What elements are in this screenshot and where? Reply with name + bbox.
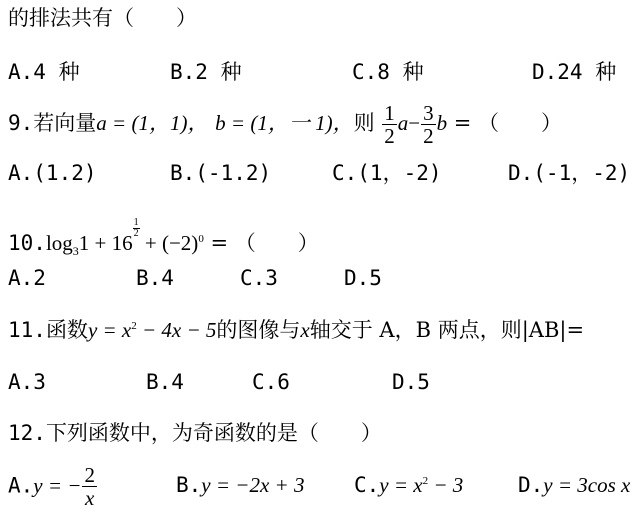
q12-option-c <box>354 475 463 496</box>
q8-stem-text: 的排法共有（ ） <box>8 6 197 30</box>
q8-stem-tail <box>8 8 197 29</box>
q9-a-var: a <box>397 111 409 136</box>
q12-option-c-label: C. <box>354 473 380 497</box>
q9-stem <box>8 102 562 147</box>
q12-number: 12. <box>8 421 46 445</box>
q8-option-c: C.8 种 <box>352 60 424 84</box>
q11-fn-rest: − 4x − 5 <box>136 318 217 342</box>
q10-zero-exponent: 0 <box>198 233 204 245</box>
q9-option-d: D.(-1，-2) <box>508 161 631 185</box>
q12-option-d-label: D. <box>518 473 544 497</box>
q10-number: 10. <box>8 231 46 255</box>
q11-fn-lhs: y = x <box>87 318 132 342</box>
q12-option-b <box>176 475 304 496</box>
q12-option-c-square: 2 <box>422 475 429 487</box>
q10-option-a: A.2 <box>8 266 46 290</box>
q9-option-c: C.(1，-2) <box>332 161 442 185</box>
q9-prefix: 若向量 <box>33 111 97 136</box>
q11-fn-square: 2 <box>131 320 137 332</box>
q11-option-c: C.6 <box>252 370 290 394</box>
q12-option-c-lhs: y = x <box>379 473 423 497</box>
q10-option-b: B.4 <box>136 266 174 290</box>
q8-option-b: B.2 种 <box>170 60 242 84</box>
q12-stem <box>8 423 382 444</box>
q8-option-a: A.4 种 <box>8 60 80 84</box>
q12-option-a-fraction: $\frac{2}{x}$ <box>84 463 95 511</box>
q10-log: log <box>45 231 73 255</box>
q12-text: 下列函数中，为奇函数的是（ ） <box>45 421 382 445</box>
q9-a-def: a = (1，1)， <box>96 111 209 136</box>
q11-mid-text: 的图像与 <box>216 318 301 342</box>
q10-option-c: C.3 <box>240 266 278 290</box>
q9-fraction-one-half: $\frac{1}{2}$ <box>384 101 395 149</box>
q9-number: 9. <box>8 111 34 136</box>
q9-option-b: B.(-1.2) <box>170 161 272 185</box>
q12-option-b-label: B. <box>176 473 202 497</box>
q10-stem <box>8 218 319 257</box>
q11-option-b: B.4 <box>146 370 184 394</box>
q10-log-arg: 1 + 16 <box>78 231 133 255</box>
q12-option-d-expr: y = 3cos x <box>543 473 631 497</box>
q10-exponent-half: $\frac{1}{2}$ <box>133 217 139 239</box>
q11-tail-text: 轴交于 A，B 两点，则|AB|= <box>309 318 585 342</box>
q9-minus: − <box>408 111 421 136</box>
q12-option-a-label: A. <box>8 473 34 498</box>
q11-option-d: D.5 <box>392 370 430 394</box>
q11-stem <box>8 320 584 341</box>
q9-b-def: b = (1，一 1)， <box>215 111 354 136</box>
q12-option-d <box>518 475 630 496</box>
q9-option-a: A.(1.2) <box>8 161 97 185</box>
q12-option-a-lhs: y = − <box>33 473 82 498</box>
q12-option-b-expr: y = −2x + 3 <box>201 473 305 497</box>
q10-plus-term: + (−2) <box>139 231 199 255</box>
q11-prefix: 函数 <box>45 318 88 342</box>
q9-then: 则 <box>353 111 375 136</box>
q9-b-var: b <box>436 111 448 136</box>
q12-option-c-rest: − 3 <box>428 473 464 497</box>
q10-eq-blank: = （ ） <box>203 231 319 255</box>
q10-log-base: 3 <box>72 244 79 259</box>
q10-option-d: D.5 <box>344 266 382 290</box>
q11-option-a: A.3 <box>8 370 46 394</box>
q12-option-a <box>8 464 98 509</box>
q8-option-d: D.24 种 <box>532 60 617 84</box>
q11-number: 11. <box>8 318 46 342</box>
q9-fraction-three-half: $\frac{3}{2}$ <box>423 101 434 149</box>
q9-eq-blank: = （ ） <box>447 111 563 136</box>
q11-x-var: x <box>300 318 310 342</box>
